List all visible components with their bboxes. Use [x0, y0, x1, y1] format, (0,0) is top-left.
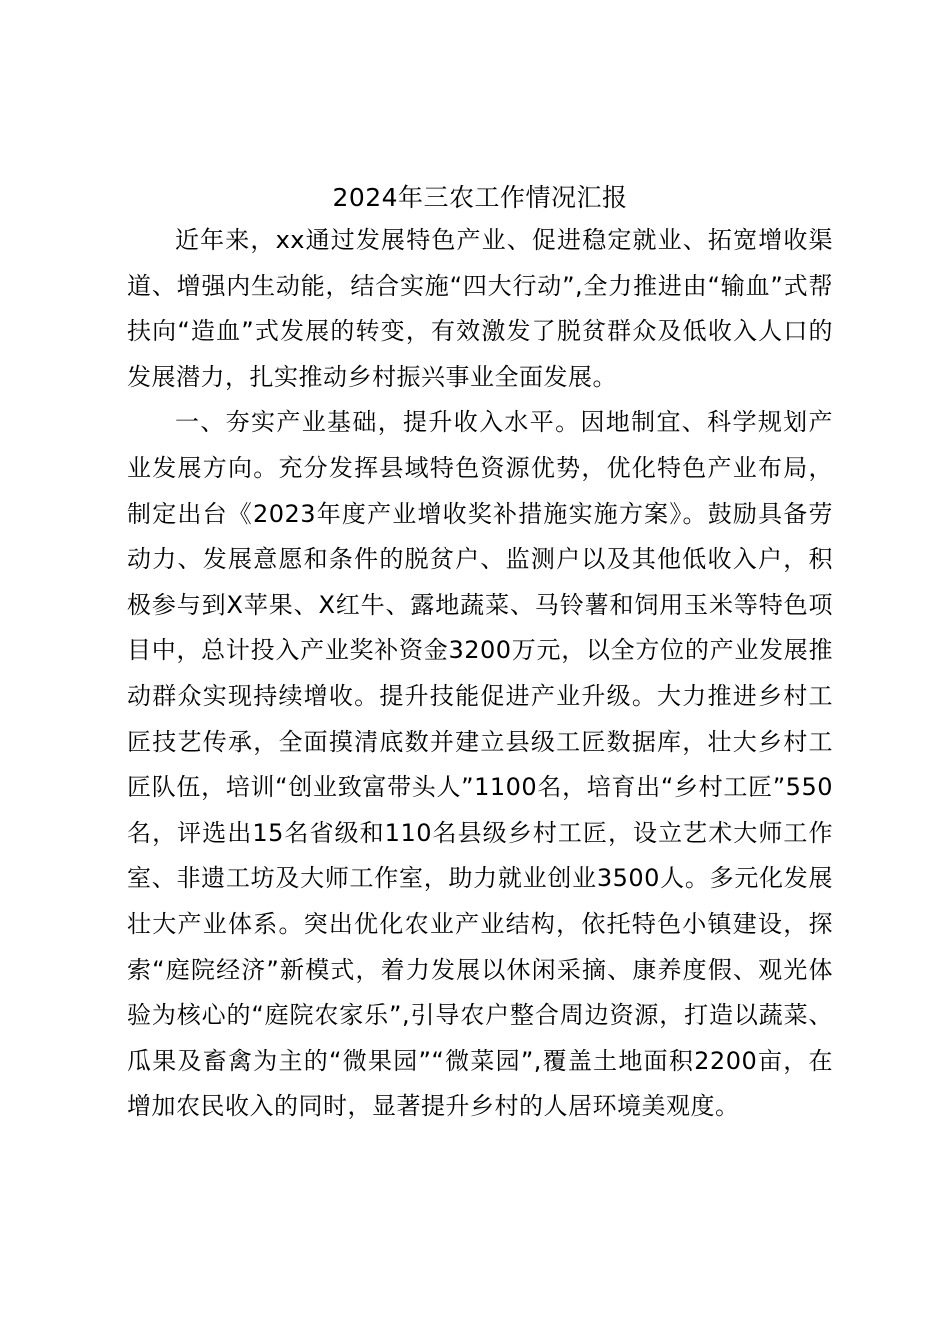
- document-title: 2024年三农工作情况汇报: [332, 183, 628, 212]
- document-body: [127, 178, 833, 1130]
- intro-paragraph: 近年来，xx通过发展特色产业、促进稳定就业、拓宽增收渠道、增强内生动能，结合实施“四大行动”,全力推进由“输血”式帮扶向“造血”式发展的转变，有效激发了脱贫群众及低收入人口的发展潜力，扎实推动乡村振兴事业全面发展。: [127, 226, 833, 391]
- section-one-paragraph: 一、夯实产业基础，提升收入水平。因地制宜、科学规划产业发展方向。充分发挥县域特色资源优势，优化特色产业布局，制定出台《2023年度产业增收奖补措施实施方案》。鼓励具备劳动力、发展意愿和条件的脱贫户、监测户以及其他低收入户，积极参与到X苹果、X红牛、露地蔬菜、马铃薯和饲用玉米等特色项目中，总计投入产业奖补资金3200万元，以全方位的产业发展推动群众实现持续增收。提升技能促进产业升级。大力推进乡村工匠技艺传承，全面摸清底数并建立县级工匠数据库，壮大乡村工匠队伍，培训“创业致富带头人”1100名，培育出“乡村工匠”550名，评选出15名省级和110名县级乡村工匠，设立艺术大师工作室、非遗工坊及大师工作室，助力就业创业3500人。多元化发展壮大产业体系。突出优化农业产业结构，依托特色小镇建设，探索“庭院经济”新模式，着力发展以休闲采摘、康养度假、观光体验为核心的“庭院农家乐”,引导农户整合周边资源，打造以蔬菜、瓜果及畜禽为主的“微果园”“微菜园”,覆盖土地面积2200亩，在增加农民收入的同时，显著提升乡村的人居环境美观度。: [127, 408, 833, 1121]
